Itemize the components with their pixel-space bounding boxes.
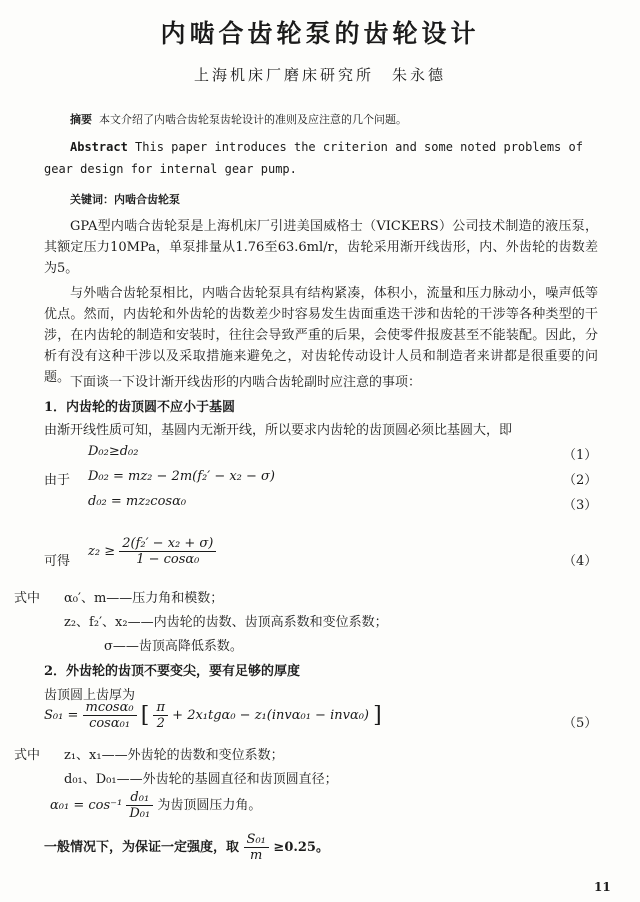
equation-5-numerator: mcosα₀ — [83, 700, 137, 716]
equation-5-denominator: cosα₀₁ — [89, 716, 131, 731]
equation-5-lhs: S₀₁ = — [44, 708, 79, 723]
equation-4-lead: 可得 — [44, 554, 71, 569]
conclusion — [44, 832, 329, 863]
section-2-intro: 齿顶圆上齿厚为 — [44, 688, 136, 703]
equation-5-inner-denominator: 2 — [156, 716, 165, 731]
conclusion-tail: ≥0.25。 — [273, 840, 329, 855]
abstract-en-text-1: This paper introduces the criterion and some noted problems of — [135, 140, 583, 154]
section-1-heading: 1．内齿轮的齿顶圆不应小于基圆 — [44, 400, 236, 415]
where-2-line-1: z₁、x₁——外齿轮的齿数和变位系数； — [64, 748, 284, 763]
paragraph-1: GPA型内啮合齿轮泵是上海机床厂引进美国威格士（VICKERS）公司技术制造的液压泵，其额定压力10MPa，单泵排量从1.76至63.6ml/r，齿轮采用渐开线齿形，内、外齿轮的齿数差为5。 — [44, 219, 598, 276]
alpha-definition-text: 为齿顶圆压力角。 — [157, 798, 262, 813]
abstract-cn-text: 本文介绍了内啮合齿轮泵齿轮设计的准则及应注意的几个问题。 — [99, 113, 407, 126]
equation-1: D₀₂≥d₀₂ — [88, 444, 139, 459]
where-2-line-3 — [50, 790, 261, 821]
section-2-heading: 2．外齿轮的齿顶不要变尖，要有足够的厚度 — [44, 664, 301, 679]
equation-2-lead: 由于 — [44, 473, 71, 488]
equation-5-rest: + 2x₁tgα₀ − z₁(invα₀₁ − invα₀) — [172, 708, 370, 723]
abstract-en — [70, 140, 583, 154]
where-2-lead: 式中 — [14, 748, 41, 763]
equation-3-number: （3） — [563, 498, 598, 513]
equation-5-fraction — [83, 700, 137, 731]
equation-3: d₀₂ = mz₂cosα₀ — [88, 494, 187, 509]
equation-4-denominator: 1 − cosα₀ — [136, 552, 200, 567]
where-2-line-2: d₀₁、D₀₁——外齿轮的基圆直径和齿顶圆直径； — [64, 772, 338, 787]
alpha-definition-lhs: α₀₁ = cos⁻¹ — [50, 798, 123, 813]
equation-5-number: （5） — [563, 716, 598, 731]
abstract-en-label: Abstract — [70, 140, 128, 154]
alpha-definition-numerator: d₀₁ — [126, 790, 153, 806]
paragraph-2: 与外啮合齿轮泵相比，内啮合齿轮泵具有结构紧凑，体积小，流量和压力脉动小，噪声低等优点。然而，内齿轮和外齿轮的齿数差少时容易发生齿面重迭干涉和齿轮的干涉等各种类型的干涉，在内齿轮的制造和安装时，往往会导致严重的后果，会使零件报废甚至不能装配。因此，分析有没有这种干涉以及采取措施来避免之，对齿轮传动设计人员和制造者来讲都是很重要的问题。 — [44, 286, 598, 385]
equation-5-close-bracket: ] — [373, 703, 382, 728]
keywords-text: 内啮合齿轮泵 — [114, 193, 180, 206]
keywords — [70, 191, 180, 207]
equation-5-inner-numerator: π — [153, 700, 168, 716]
abstract-cn — [70, 111, 407, 127]
abstract-cn-label: 摘要 — [70, 113, 92, 126]
conclusion-fraction — [244, 832, 269, 863]
equation-5 — [44, 700, 382, 731]
equation-4-lhs: z₂ ≥ — [88, 544, 116, 559]
conclusion-lead: 一般情况下，为保证一定强度，取 — [44, 840, 240, 855]
equation-5-inner-fraction — [153, 700, 168, 731]
alpha-definition-denominator: D₀₁ — [129, 806, 151, 821]
alpha-definition-fraction — [126, 790, 153, 821]
keywords-label: 关键词： — [70, 193, 114, 206]
where-1-line-1: α₀′、m——压力角和模数； — [64, 591, 224, 606]
conclusion-denominator: m — [250, 848, 263, 863]
page-number: 11 — [594, 880, 611, 894]
where-1-line-3: σ——齿顶高降低系数。 — [104, 639, 243, 654]
paper-title: 内啮合齿轮泵的齿轮设计 — [160, 19, 480, 48]
abstract-en-text-2: gear design for internal gear pump. — [44, 162, 297, 176]
section-1-intro: 由渐开线性质可知，基圆内无渐开线，所以要求内齿轮的齿顶圆必须比基圆大，即 — [44, 423, 513, 438]
equation-4-numerator: 2(f₂′ − x₂ + σ) — [119, 536, 216, 552]
equation-4-fraction — [119, 536, 216, 567]
paragraph-3: 下面谈一下设计渐开线齿形的内啮合齿轮副时应注意的事项： — [70, 375, 422, 390]
equation-2: D₀₂ = mz₂ − 2m(f₂′ − x₂ − σ) — [88, 469, 275, 484]
where-1-lead: 式中 — [14, 591, 41, 606]
conclusion-numerator: S₀₁ — [244, 832, 269, 848]
equation-2-number: （2） — [563, 473, 598, 488]
author-byline: 上海机床厂磨床研究所 朱永德 — [193, 66, 446, 84]
equation-5-open-bracket: [ — [140, 703, 150, 728]
equation-4-number: （4） — [563, 554, 598, 569]
where-1-line-2: z₂、f₂′、x₂——内齿轮的齿数、齿顶高系数和变位系数； — [64, 615, 388, 630]
equation-4 — [88, 536, 216, 567]
equation-1-number: （1） — [563, 448, 598, 463]
